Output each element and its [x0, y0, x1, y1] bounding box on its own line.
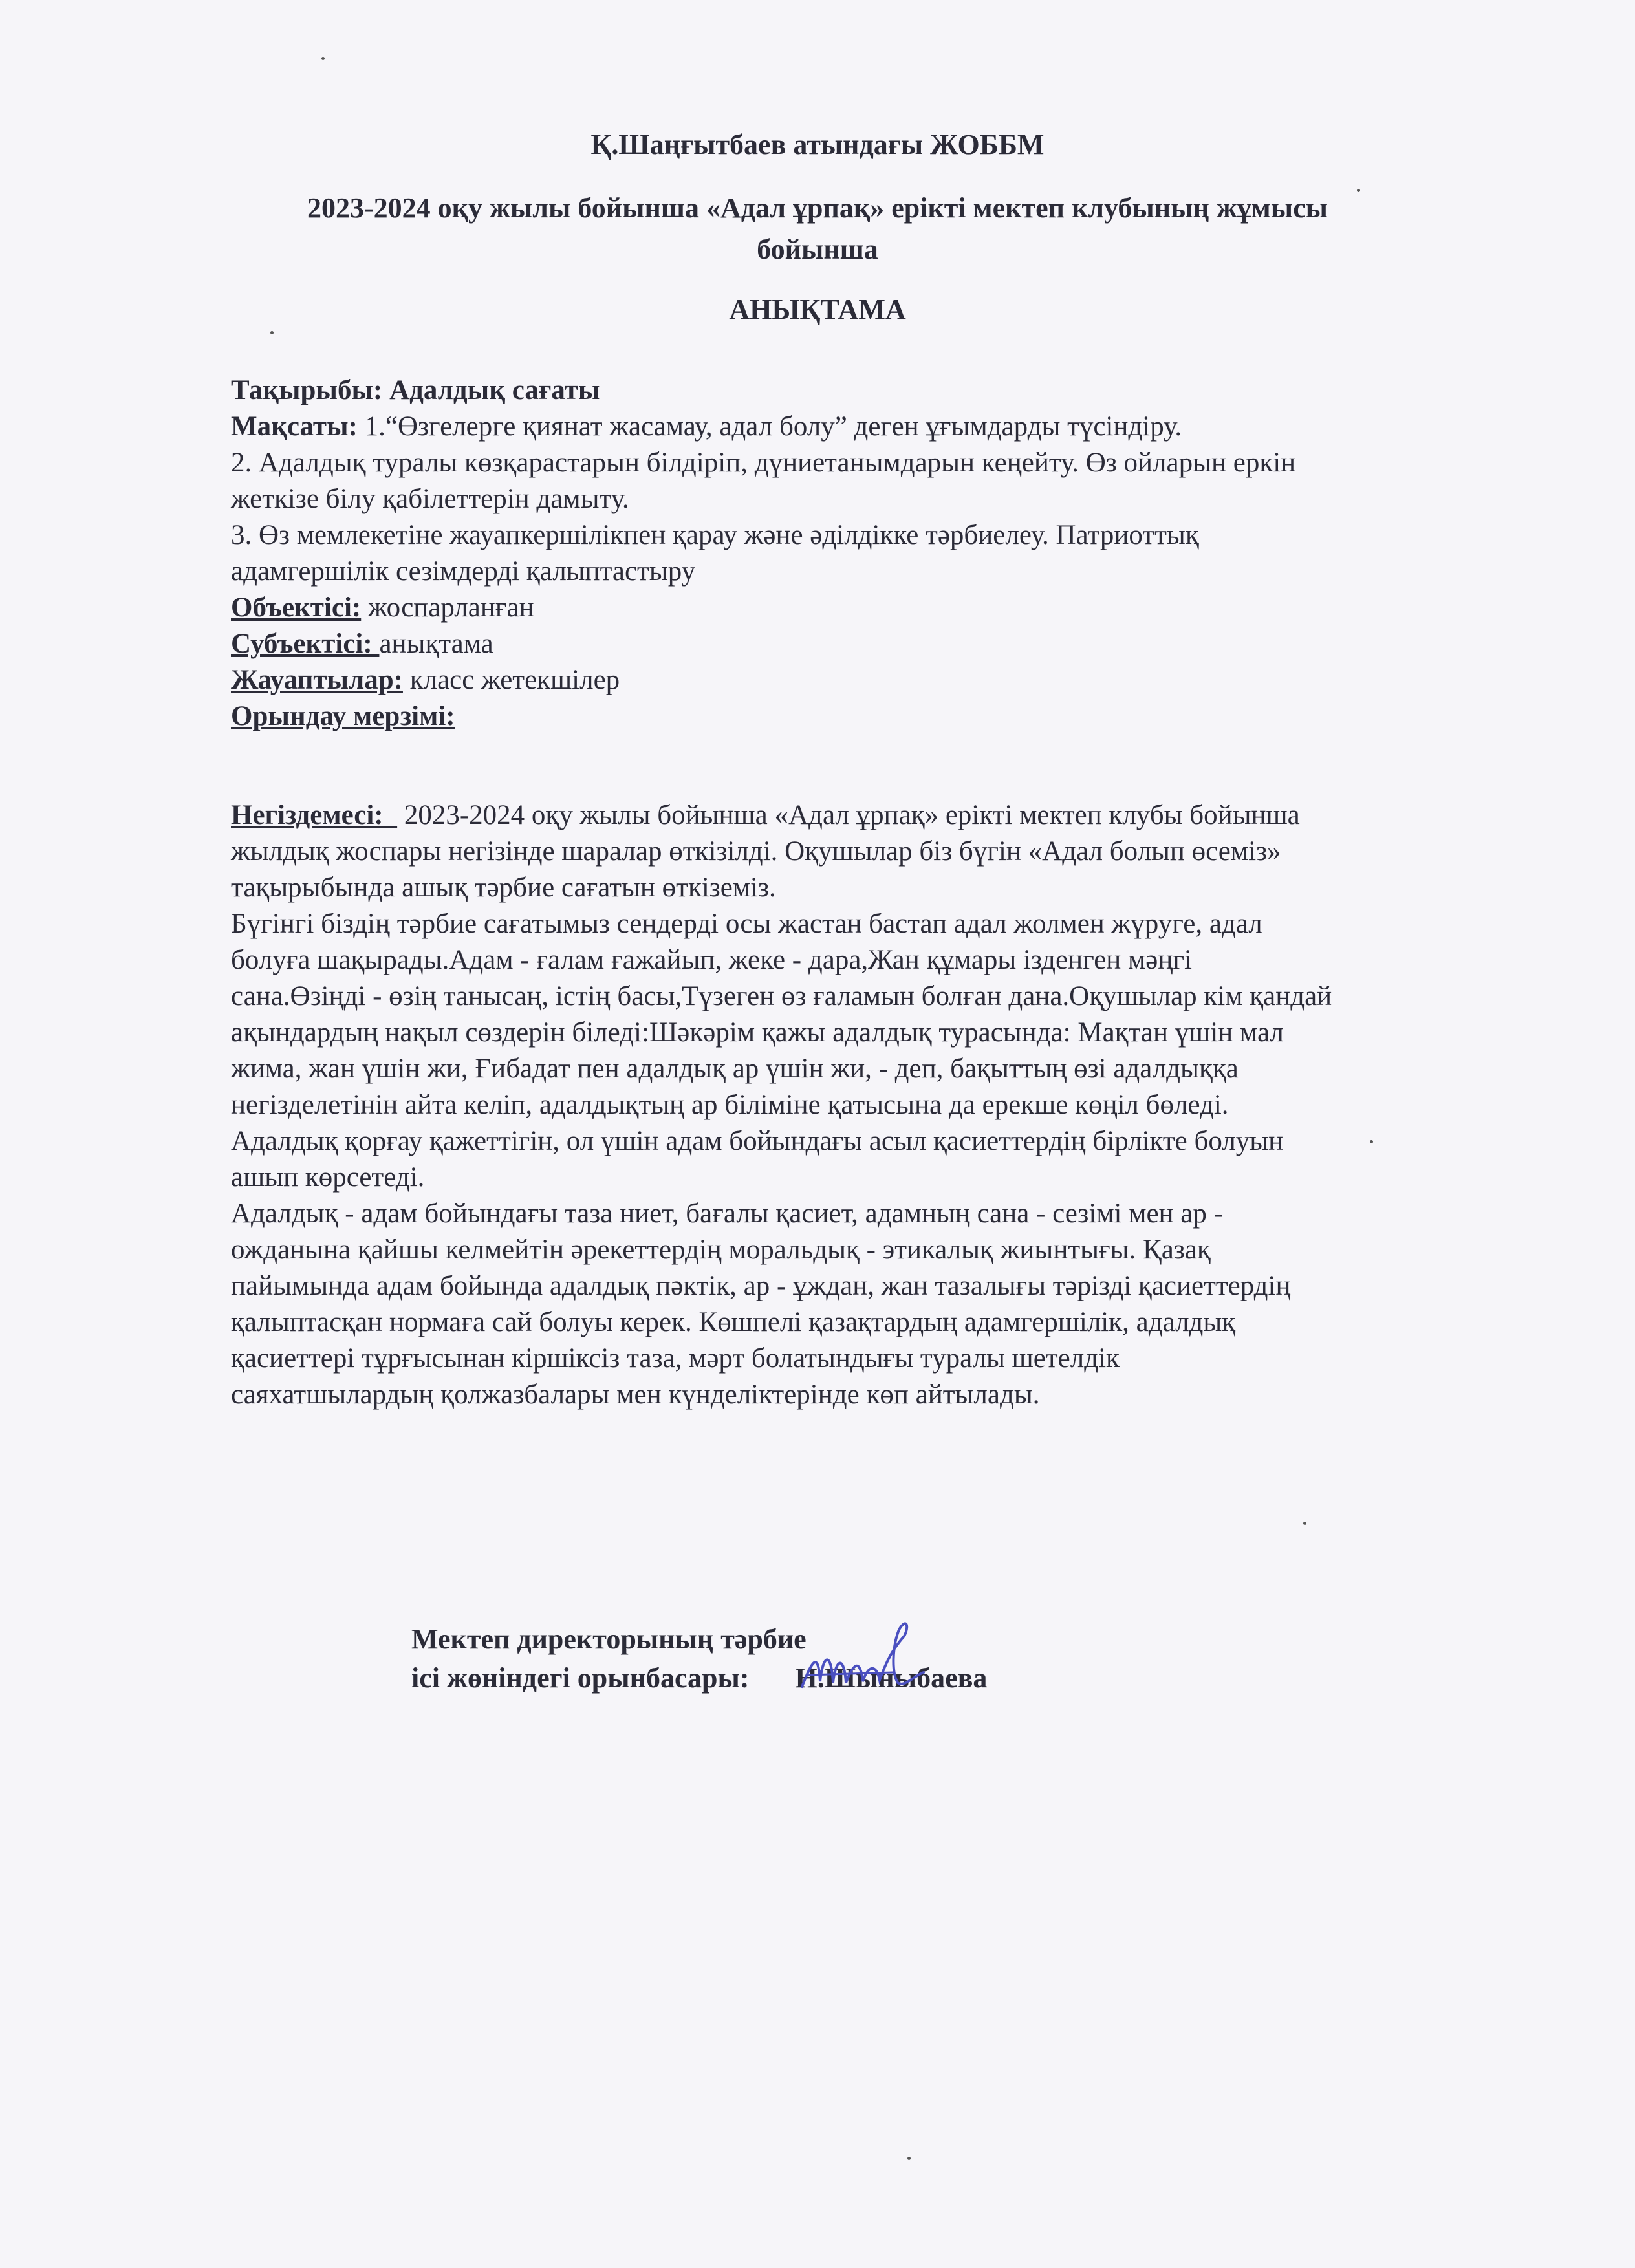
basis-label: Негіздемесі: — [231, 800, 398, 830]
object-label: Объектісі: — [231, 592, 362, 623]
deadline-line — [231, 698, 1524, 735]
subject-value: анықтама — [379, 629, 493, 659]
basis-line: ақындардың нақыл сөздерін біледі:Шәкәрім қажы адалдық турасында: Мақтан үшін мал — [231, 1017, 1284, 1048]
handwritten-signature — [796, 1610, 964, 1707]
subject-line — [231, 626, 1524, 662]
signer-position: ісі жөніндегі орынбасары: — [411, 1662, 757, 1694]
basis-line: жылдық жоспары негізінде шаралар өткізілді. Оқушылар біз бүгін «Адал болып өсеміз» — [231, 836, 1281, 867]
goal-line-2b: жеткізе білу қабілеттерін дамыту. — [231, 484, 629, 514]
goal-line-3a: 3. Өз мемлекетіне жауапкершілікпен қарау және әділдікке тәрбиелеу. Патриоттық — [231, 520, 1199, 550]
basis-line: саяхатшылардың қолжазбалары мен күнделіктерінде көп айтылады. — [231, 1379, 1040, 1410]
basis-line: ашып көрсетеді. — [231, 1162, 425, 1193]
goal-line-3b: адамгершілік сезімдерді қалыптастыру — [231, 556, 696, 587]
fields-block — [231, 373, 1524, 735]
signer-title-line-1: Мектеп директорының тәрбие — [411, 1623, 807, 1655]
subtitle-line-2: бойынша — [757, 233, 878, 265]
scan-speck — [907, 2157, 911, 2160]
basis-line: Адалдық - адам бойындағы таза ниет, бағалы қасиет, адамның сана - сезімі мен ар - — [231, 1198, 1223, 1229]
signer-name: Н.Шыныбаева — [795, 1662, 988, 1694]
basis-line: Адалдық қорғау қажеттігін, ол үшін адам бойындағы асыл қасиеттердің бірлікте болуын — [231, 1126, 1284, 1156]
basis-line: болуға шақырады.Адам - ғалам ғажайып, жеке - дара,Жан құмары ізденген мәңгі — [231, 945, 1192, 975]
scan-speck — [321, 57, 325, 60]
basis-line: ожданына қайшы келмейтін әрекеттердің моральдық - этикалық жиынтығы. Қазақ — [231, 1235, 1211, 1265]
responsible-label: Жауаптылар: — [231, 665, 403, 695]
responsible-line — [231, 662, 1524, 698]
basis-line: пайымында адам бойында адалдық пәктік, ар - ұждан, жан тазалығы тәрізді қасиеттердің — [231, 1271, 1291, 1301]
responsible-value: класс жетекшілер — [402, 665, 620, 695]
document-title: АНЫҚТАМА — [729, 294, 906, 325]
basis-line: қасиеттері тұрғысынан кіршіксіз таза, мәрт болатындығы туралы шетелдік — [231, 1343, 1120, 1374]
subtitle-line-1: 2023-2024 оқу жылы бойынша «Адал ұрпақ» ерікті мектеп клубының жұмысы — [307, 192, 1328, 224]
basis-line: негізделетінін айта келіп, адалдықтың ар біліміне қатысына да ерекше көңіл бөледі. — [231, 1090, 1229, 1120]
topic-line: Тақырыбы: Адалдық сағаты — [231, 375, 600, 405]
goal-line-2a: 2. Адалдық туралы көзқарастарын білдіріп, дүниетанымдарын кеңейту. Өз ойларын еркін — [231, 448, 1296, 478]
object-value: жоспарланған — [361, 592, 534, 623]
subject-label: Субъектісі: — [231, 629, 380, 659]
scan-speck — [1370, 1140, 1373, 1143]
scan-speck — [1303, 1522, 1306, 1525]
basis-line: жима, жан үшін жи, Ғибадат пен адалдық ар үшін жи, - деп, бақыттың өзі адалдыққа — [231, 1053, 1239, 1084]
school-name: Қ.Шаңғытбаев атындағы ЖОББМ — [590, 129, 1045, 160]
scan-speck — [1357, 189, 1360, 192]
basis-text: 2023-2024 оқу жылы бойынша «Адал ұрпақ» ерікті мектеп клубы бойынша — [397, 800, 1300, 830]
basis-line: қалыптасқан нормаға сай болуы керек. Көшпелі қазақтардың адамгершілік, адалдық — [231, 1307, 1236, 1337]
basis-line: Бүгінгі біздің тәрбие сағатымыз сендерді осы жастан бастап адал жолмен жүруге, адал — [231, 909, 1262, 939]
goal-label: Мақсаты: — [231, 411, 358, 442]
basis-line: сана.Өзіңді - өзің танысаң, істің басы,Түзеген өз ғаламын болған дана.Оқушылар кім қандай — [231, 981, 1332, 1011]
deadline-label: Орындау мерзімі: — [231, 701, 455, 731]
goal-line-1 — [231, 409, 1524, 445]
goal-1-text: 1.“Өзгелерге қиянат жасамау, адал болу” деген ұғымдарды түсіндіру. — [357, 411, 1182, 442]
basis-block — [231, 797, 1524, 1413]
basis-line — [231, 797, 1524, 834]
basis-line: тақырыбында ашық тәрбие сағатын өткіземіз. — [231, 872, 776, 903]
object-line — [231, 590, 1524, 626]
scan-speck — [270, 331, 274, 334]
